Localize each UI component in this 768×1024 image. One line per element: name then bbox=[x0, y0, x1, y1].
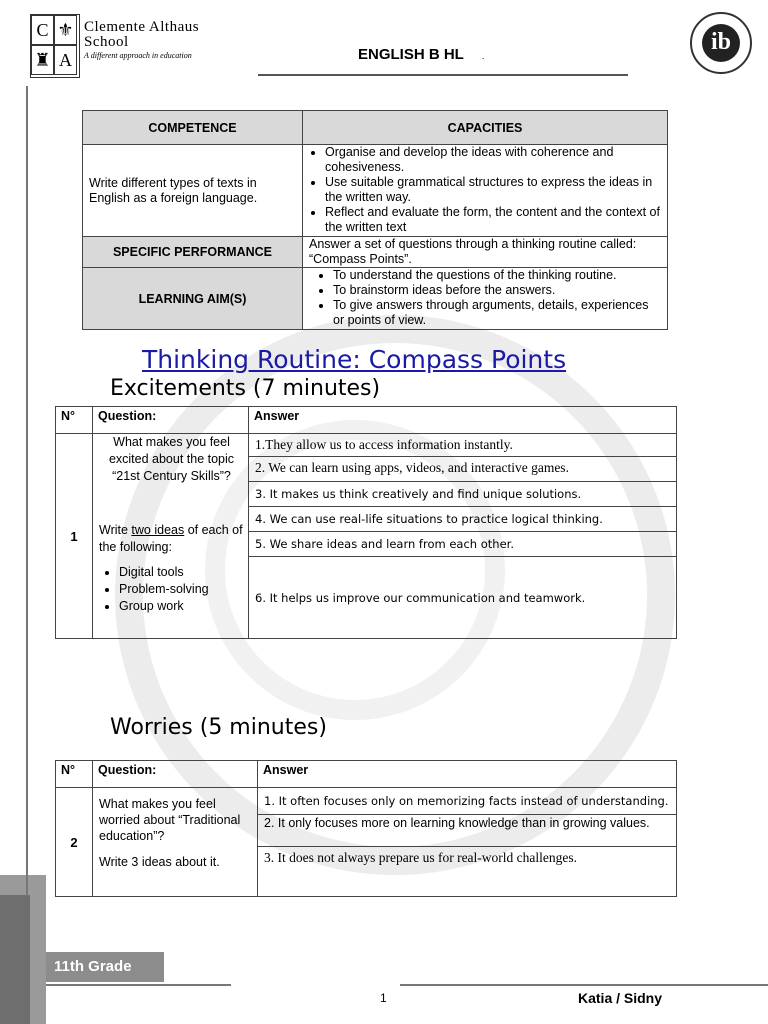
answer-cell[interactable]: 1. It often focuses only on memorizing facts instead of understanding. bbox=[258, 788, 677, 815]
question-cell bbox=[93, 788, 258, 897]
worries-heading: Worries (5 minutes) bbox=[110, 715, 327, 740]
capacity-item: • Use suitable grammatical structures to express the ideas in the written way. bbox=[325, 175, 661, 205]
logo-crest-icon: ⚜ bbox=[54, 15, 77, 45]
grade-label: 11th Grade bbox=[46, 952, 164, 982]
instruction-suffix: of each of the following: bbox=[99, 523, 243, 554]
col-no-header: N° bbox=[56, 761, 93, 788]
logo-letter-a: A bbox=[54, 45, 77, 75]
learning-aim-item: • To understand the questions of the thinking routine. bbox=[333, 268, 661, 283]
answer-cell[interactable]: 6. It helps us improve our communication and teamwork. bbox=[249, 557, 677, 639]
school-logo bbox=[30, 14, 80, 78]
question-text: What makes you feel excited about the topic “21st Century Skills”? bbox=[108, 435, 235, 483]
capacities-list bbox=[303, 145, 668, 237]
capacity-item: • Reflect and evaluate the form, the content and the context of the written text bbox=[325, 205, 661, 235]
col-question-header: Question: bbox=[93, 407, 249, 434]
instruction-text: Write 3 ideas about it. bbox=[99, 855, 220, 869]
competence-text: Write different types of texts in English as a foreign language. bbox=[83, 145, 303, 237]
left-margin-rule bbox=[26, 86, 28, 896]
school-tagline: A different approach in education bbox=[84, 51, 192, 60]
bullet-item: • Group work bbox=[119, 598, 244, 615]
header-rule bbox=[258, 74, 628, 76]
logo-letter-c: C bbox=[31, 15, 54, 45]
subject-text: ENGLISH B HL bbox=[358, 46, 464, 63]
learning-aims-list bbox=[303, 268, 668, 330]
footer-rule-right bbox=[400, 984, 768, 986]
school-name-line2: School bbox=[84, 34, 129, 50]
competence-header: COMPETENCE bbox=[83, 111, 303, 145]
answer-cell[interactable]: 2. It only focuses more on learning knowledge than in growing values. bbox=[258, 815, 677, 847]
excitements-heading: Excitements (7 minutes) bbox=[110, 376, 381, 401]
capacity-item: • Organise and develop the ideas with coherence and cohesiveness. bbox=[325, 145, 661, 175]
learning-aim-item: • To brainstorm ideas before the answers. bbox=[333, 283, 661, 298]
subject-mark: . bbox=[481, 51, 485, 61]
specific-performance-text: Answer a set of questions through a thinking routine called: “Compass Points”. bbox=[303, 237, 668, 268]
question-text: What makes you feel worried about “Traditional education”? bbox=[99, 797, 241, 843]
ib-logo-mark: ib bbox=[702, 24, 740, 62]
ib-logo bbox=[690, 12, 752, 74]
instruction-prefix: Write bbox=[99, 523, 132, 537]
col-no-header: N° bbox=[56, 407, 93, 434]
question-number: 1 bbox=[56, 434, 93, 639]
corner-decoration-dark bbox=[0, 895, 30, 1024]
subject-title bbox=[358, 46, 484, 63]
routine-title[interactable]: Thinking Routine: Compass Points bbox=[142, 345, 567, 374]
footer-rule-left bbox=[46, 984, 231, 986]
logo-castle-icon: ♜ bbox=[31, 45, 54, 75]
bullet-item: • Digital tools bbox=[119, 564, 244, 581]
excitements-table bbox=[55, 406, 677, 639]
author-names: Katia / Sidny bbox=[578, 990, 663, 1006]
competence-table bbox=[82, 110, 668, 330]
answer-cell[interactable]: 1.They allow us to access information instantly. bbox=[249, 434, 677, 457]
worries-table bbox=[55, 760, 677, 897]
page-number: 1 bbox=[380, 991, 387, 1005]
specific-performance-label: SPECIFIC PERFORMANCE bbox=[83, 237, 303, 268]
col-question-header: Question: bbox=[93, 761, 258, 788]
answer-cell[interactable]: 3. It makes us think creatively and find unique solutions. bbox=[249, 482, 677, 507]
learning-aim-item: • To give answers through arguments, details, experiences or points of view. bbox=[333, 298, 661, 328]
school-name-line1: Clemente Althaus bbox=[84, 19, 200, 35]
answer-cell[interactable]: 5. We share ideas and learn from each other. bbox=[249, 532, 677, 557]
col-answer-header: Answer bbox=[258, 761, 677, 788]
instruction-underlined: two ideas bbox=[131, 523, 185, 537]
answer-cell[interactable]: 3. It does not always prepare us for real-world challenges. bbox=[258, 847, 677, 897]
learning-aims-label: LEARNING AIM(S) bbox=[83, 268, 303, 330]
question-cell bbox=[93, 434, 249, 639]
instruction-text bbox=[99, 522, 244, 556]
answer-cell[interactable]: 2. We can learn using apps, videos, and interactive games. bbox=[249, 457, 677, 482]
answer-cell[interactable]: 4. We can use real-life situations to practice logical thinking. bbox=[249, 507, 677, 532]
col-answer-header: Answer bbox=[249, 407, 677, 434]
bullet-item: • Problem-solving bbox=[119, 581, 244, 598]
school-name bbox=[84, 20, 199, 50]
capacities-header: CAPACITIES bbox=[303, 111, 668, 145]
question-number: 2 bbox=[56, 788, 93, 897]
